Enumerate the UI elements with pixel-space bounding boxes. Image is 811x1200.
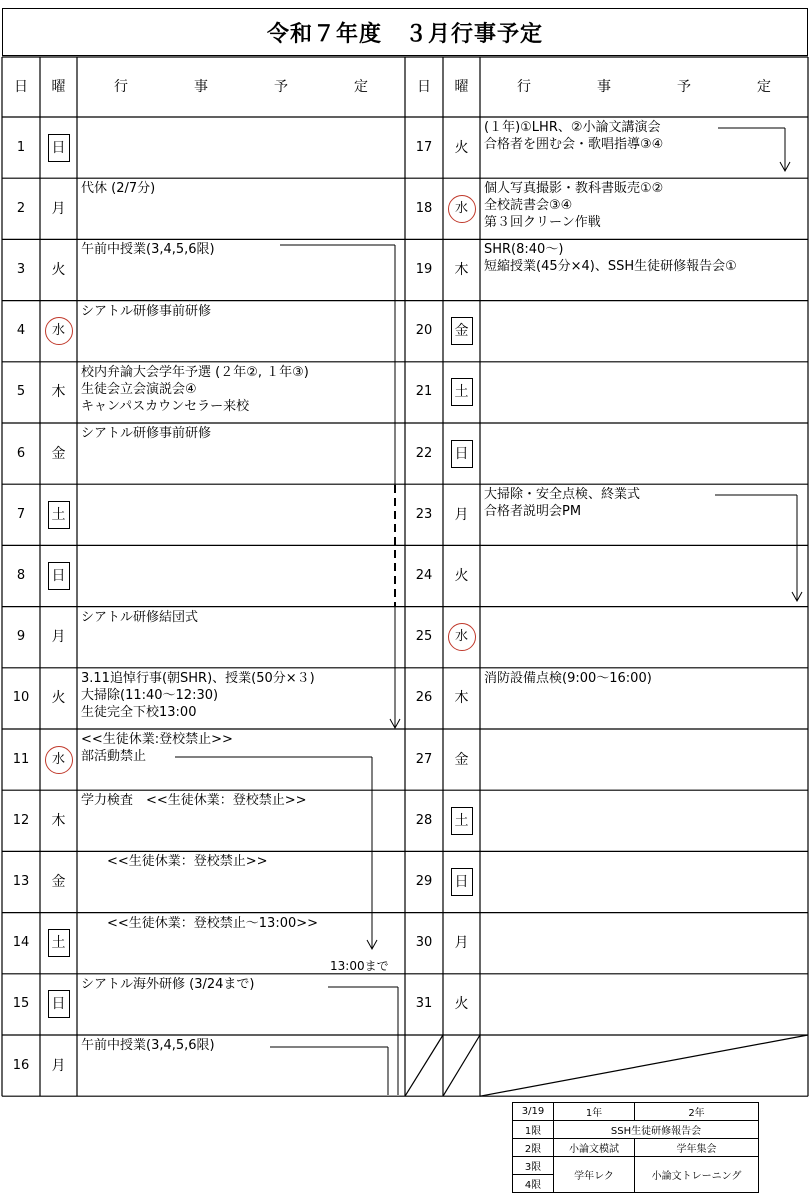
event-text bbox=[480, 974, 808, 1035]
holiday-box: 土 bbox=[451, 807, 473, 835]
header-day: 日 bbox=[417, 79, 431, 95]
day-of-week: 月 bbox=[51, 1057, 66, 1074]
header-events: 行 事 予 定 bbox=[114, 79, 394, 95]
day-of-week bbox=[40, 301, 77, 362]
day-number: 7 bbox=[16, 506, 26, 522]
sub-col1: 1年 bbox=[554, 1103, 635, 1121]
day-number: 4 bbox=[16, 323, 26, 339]
event-text: <<生徒休業:登校禁止>> 部活動禁止 bbox=[81, 732, 233, 764]
day-number: 24 bbox=[415, 567, 433, 583]
day-of-week bbox=[443, 790, 480, 851]
day-number: 3 bbox=[16, 261, 26, 277]
day-number: 8 bbox=[16, 567, 26, 583]
day-number: 27 bbox=[415, 751, 433, 767]
holiday-box: 金 bbox=[451, 317, 473, 345]
day-of-week: 金 bbox=[51, 445, 66, 462]
day-number: 17 bbox=[415, 139, 433, 155]
page-title: 令和７年度 ３月行事予定 bbox=[2, 8, 808, 56]
sub-cell: 学年集会 bbox=[635, 1139, 759, 1157]
event-text: 消防設備点検(9:00～16:00) bbox=[484, 670, 652, 686]
day-number: 13 bbox=[12, 873, 30, 889]
sub-cell: 学年レク bbox=[554, 1157, 635, 1193]
event-text: 個人写真撮影・教科書販売①② 全校読書会③④ 第３回クリーン作戦 bbox=[484, 181, 664, 231]
sub-period: 2限 bbox=[513, 1139, 554, 1157]
day-of-week: 火 bbox=[454, 996, 469, 1013]
day-number: 9 bbox=[16, 629, 26, 645]
day-number: 10 bbox=[12, 690, 30, 706]
day-number: 11 bbox=[12, 751, 30, 767]
day-of-week bbox=[443, 362, 480, 423]
holiday-box: 日 bbox=[48, 990, 70, 1018]
event-text: 校内弁論大会学年予選 (２年②, １年③) 生徒会立会演説会④ キャンパスカウンセラー来校 bbox=[81, 364, 309, 414]
day-of-week bbox=[40, 974, 77, 1035]
event-text bbox=[480, 362, 808, 423]
holiday-box: 土 bbox=[451, 378, 473, 406]
event-text bbox=[480, 790, 808, 851]
day-number: 5 bbox=[16, 384, 26, 400]
day-of-week bbox=[443, 301, 480, 362]
event-text: 午前中授業(3,4,5,6限) bbox=[81, 1038, 215, 1053]
event-text: <<生徒休業：登校禁止>> bbox=[81, 854, 268, 870]
event-text bbox=[480, 851, 808, 912]
day-number: 22 bbox=[415, 445, 433, 461]
day-of-week: 月 bbox=[454, 935, 469, 952]
day-of-week: 金 bbox=[51, 873, 66, 890]
day-of-week bbox=[40, 913, 77, 974]
sub-schedule-table bbox=[512, 1102, 759, 1193]
event-text bbox=[480, 729, 808, 790]
day-number: 23 bbox=[415, 506, 433, 522]
day-number: 18 bbox=[415, 200, 433, 216]
wednesday-circle: 水 bbox=[448, 195, 476, 223]
day-number: 28 bbox=[415, 812, 433, 828]
event-text bbox=[480, 423, 808, 484]
day-of-week bbox=[40, 484, 77, 545]
header-events: 行 事 予 定 bbox=[517, 79, 797, 95]
header-dow: 曜 bbox=[454, 79, 469, 95]
sub-date: 3/19 bbox=[513, 1103, 554, 1121]
event-text: 大掃除・安全点検、終業式 合格者説明会PM bbox=[484, 487, 641, 520]
sub-period: 4限 bbox=[513, 1175, 554, 1193]
day-number: 6 bbox=[16, 445, 26, 461]
event-text bbox=[480, 1035, 808, 1096]
day-of-week: 木 bbox=[51, 384, 66, 401]
day-of-week: 木 bbox=[454, 690, 469, 707]
sub-cell: 小論文模試 bbox=[554, 1139, 635, 1157]
holiday-box: 日 bbox=[451, 868, 473, 896]
event-text: シアトル海外研修 (3/24まで) bbox=[81, 976, 255, 992]
holiday-box: 土 bbox=[48, 501, 70, 529]
event-text bbox=[77, 117, 405, 178]
event-text bbox=[77, 545, 405, 606]
wednesday-circle: 水 bbox=[45, 746, 73, 774]
day-number: 14 bbox=[12, 935, 30, 951]
day-of-week bbox=[443, 607, 480, 668]
event-text: 3.11追悼行事(朝SHR)、授業(50分×３) 大掃除(11:40～12:30) 生徒完全下校13:00 bbox=[81, 670, 315, 720]
day-of-week: 月 bbox=[51, 629, 66, 646]
day-of-week bbox=[443, 851, 480, 912]
header-day: 日 bbox=[14, 79, 28, 95]
holiday-box: 日 bbox=[48, 134, 70, 162]
event-text: 代休 (2/7分) bbox=[81, 181, 156, 197]
day-number: 1 bbox=[16, 139, 26, 155]
wednesday-circle: 水 bbox=[448, 623, 476, 651]
sub-cell: 小論文トレーニング bbox=[635, 1157, 759, 1193]
day-of-week: 火 bbox=[51, 261, 66, 278]
event-text: 学力検査 <<生徒休業：登校禁止>> bbox=[81, 793, 307, 809]
event-text: シアトル研修結団式 bbox=[81, 609, 199, 625]
event-text: SHR(8:40～) 短縮授業(45分×4)、SSH生徒研修報告会① bbox=[484, 242, 737, 275]
event-text: 午前中授業(3,4,5,6限) bbox=[81, 242, 215, 258]
day-of-week bbox=[40, 117, 77, 178]
day-number: 29 bbox=[415, 873, 433, 889]
day-of-week: 火 bbox=[454, 139, 469, 156]
sub-cell: SSH生徒研修報告会 bbox=[554, 1121, 759, 1139]
day-of-week bbox=[443, 1035, 480, 1096]
wednesday-circle: 水 bbox=[45, 317, 73, 345]
event-text bbox=[480, 607, 808, 668]
day-number: 26 bbox=[415, 690, 433, 706]
day-of-week bbox=[443, 423, 480, 484]
note-1300: 13:00まで bbox=[330, 959, 389, 973]
day-of-week bbox=[40, 545, 77, 606]
header-dow: 曜 bbox=[51, 79, 66, 95]
day-number: 25 bbox=[415, 629, 433, 645]
holiday-box: 土 bbox=[48, 929, 70, 957]
day-number: 20 bbox=[415, 323, 433, 339]
event-text: <<生徒休業：登校禁止～13:00>> bbox=[81, 915, 319, 931]
event-text bbox=[77, 484, 405, 545]
day-of-week bbox=[40, 729, 77, 790]
day-number: 21 bbox=[415, 384, 433, 400]
day-number: 15 bbox=[12, 996, 30, 1012]
holiday-box: 日 bbox=[451, 440, 473, 468]
day-of-week: 木 bbox=[51, 812, 66, 829]
sub-period: 1限 bbox=[513, 1121, 554, 1139]
day-of-week: 月 bbox=[51, 200, 66, 217]
event-text: (１年)①LHR、②小論文講演会 合格者を囲む会・歌唱指導③④ bbox=[484, 120, 664, 152]
event-text bbox=[480, 301, 808, 362]
event-text bbox=[480, 913, 808, 974]
sub-col2: 2年 bbox=[635, 1103, 759, 1121]
day-of-week: 木 bbox=[454, 261, 469, 278]
event-text bbox=[480, 545, 808, 606]
holiday-box: 日 bbox=[48, 562, 70, 590]
day-number: 31 bbox=[415, 996, 433, 1012]
day-number: 16 bbox=[12, 1057, 30, 1073]
day-of-week: 火 bbox=[454, 567, 469, 584]
day-number: 19 bbox=[415, 261, 433, 277]
event-text: シアトル研修事前研修 bbox=[81, 303, 212, 319]
day-number: 30 bbox=[415, 935, 433, 951]
day-number bbox=[405, 1035, 443, 1096]
day-of-week: 火 bbox=[51, 690, 66, 707]
sub-period: 3限 bbox=[513, 1157, 554, 1175]
day-number: 12 bbox=[12, 812, 30, 828]
day-number: 2 bbox=[16, 200, 26, 216]
day-of-week: 月 bbox=[454, 506, 469, 523]
day-of-week: 金 bbox=[454, 751, 469, 768]
day-of-week bbox=[443, 178, 480, 239]
event-text: シアトル研修事前研修 bbox=[81, 426, 212, 441]
